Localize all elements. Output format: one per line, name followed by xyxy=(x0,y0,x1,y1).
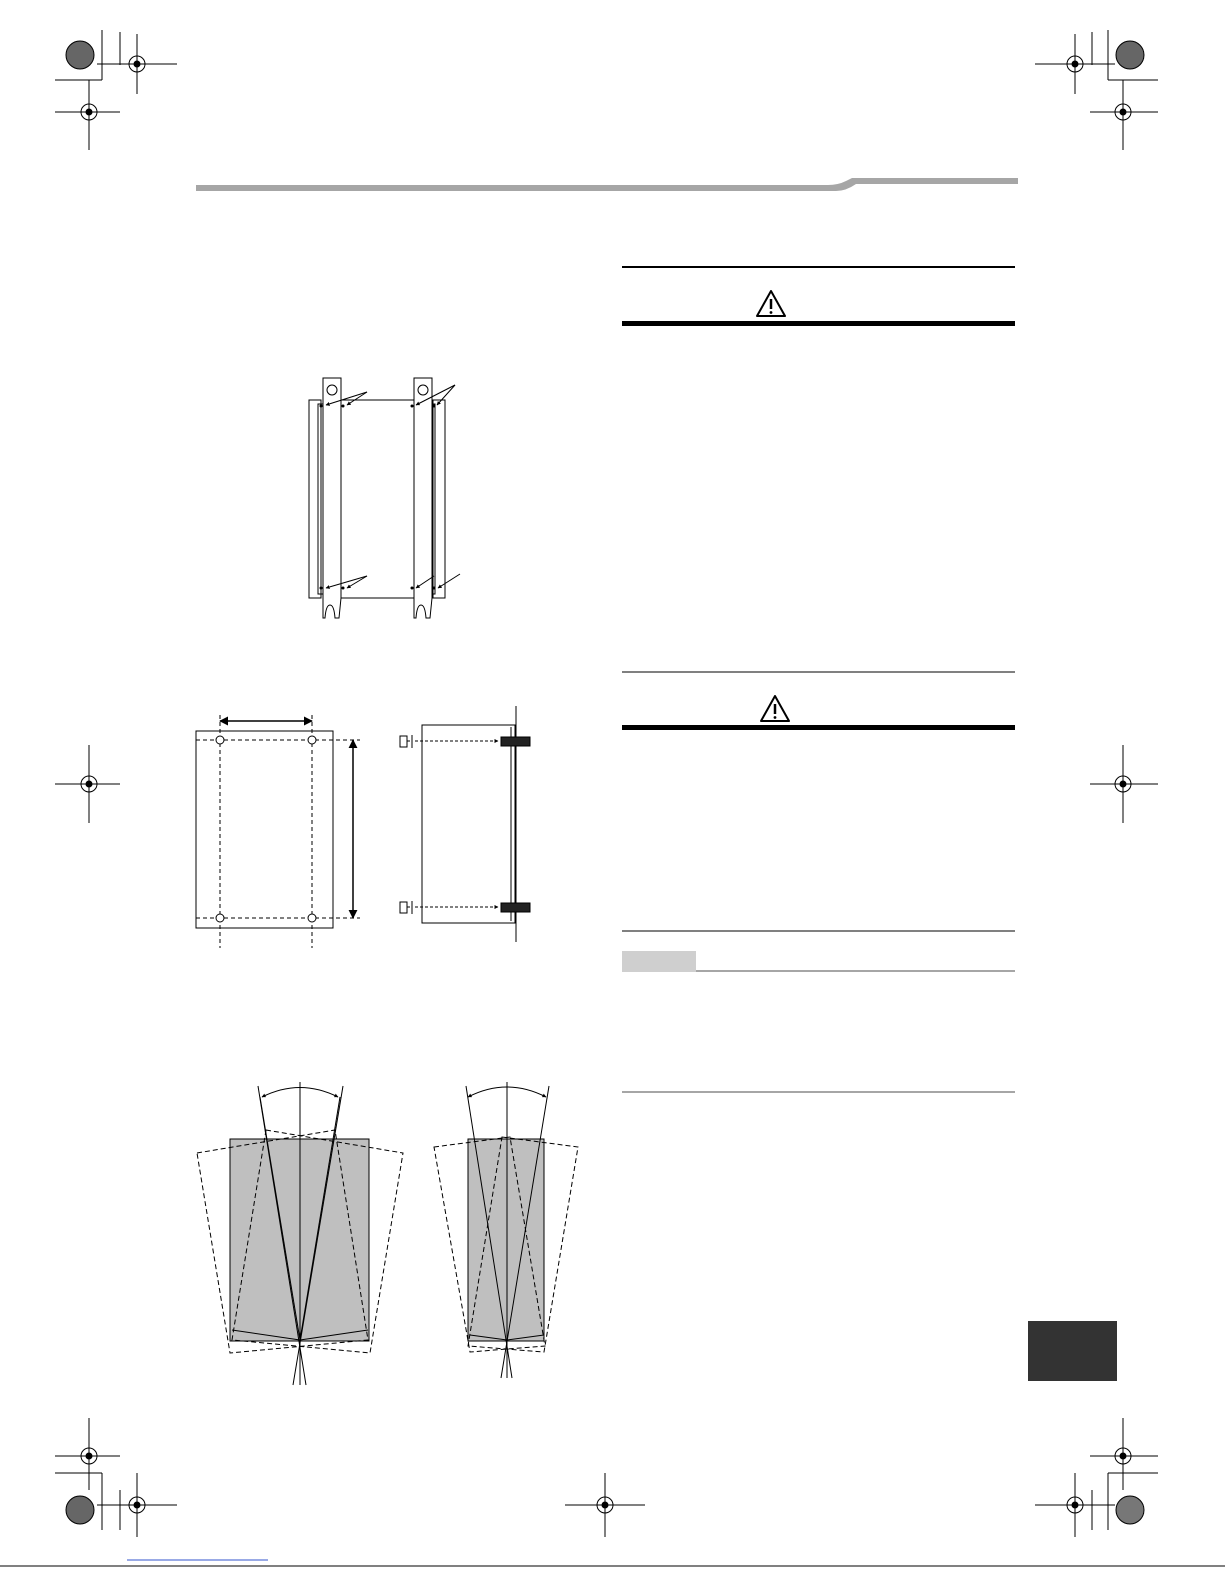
crop-mark-bottom-center xyxy=(565,1473,645,1537)
hole-spacing-figure xyxy=(196,715,360,948)
warning-triangle-icon xyxy=(757,291,785,316)
page-tab xyxy=(1028,1321,1117,1381)
crop-mark-bottom-right xyxy=(1035,1418,1158,1537)
registration-marks xyxy=(55,30,1158,1537)
side-view-screws-figure xyxy=(400,706,530,942)
notice-label xyxy=(622,951,696,972)
caution-box xyxy=(622,672,1015,730)
crop-mark-mid-left xyxy=(55,745,120,823)
mounting-brackets-figure xyxy=(309,378,460,618)
warning-box xyxy=(622,267,1015,326)
crop-mark-bottom-left xyxy=(55,1418,177,1537)
warning-triangle-icon xyxy=(761,696,789,721)
tilt-angle-figure-large xyxy=(197,1082,403,1385)
crop-mark-top-left xyxy=(55,30,177,150)
tilt-angle-figure-small xyxy=(434,1082,578,1378)
crop-mark-mid-right xyxy=(1090,745,1158,823)
screw-icon xyxy=(400,901,412,914)
screw-icon xyxy=(400,735,412,748)
crop-mark-top-right xyxy=(1035,30,1158,150)
header-rule xyxy=(196,178,1018,191)
